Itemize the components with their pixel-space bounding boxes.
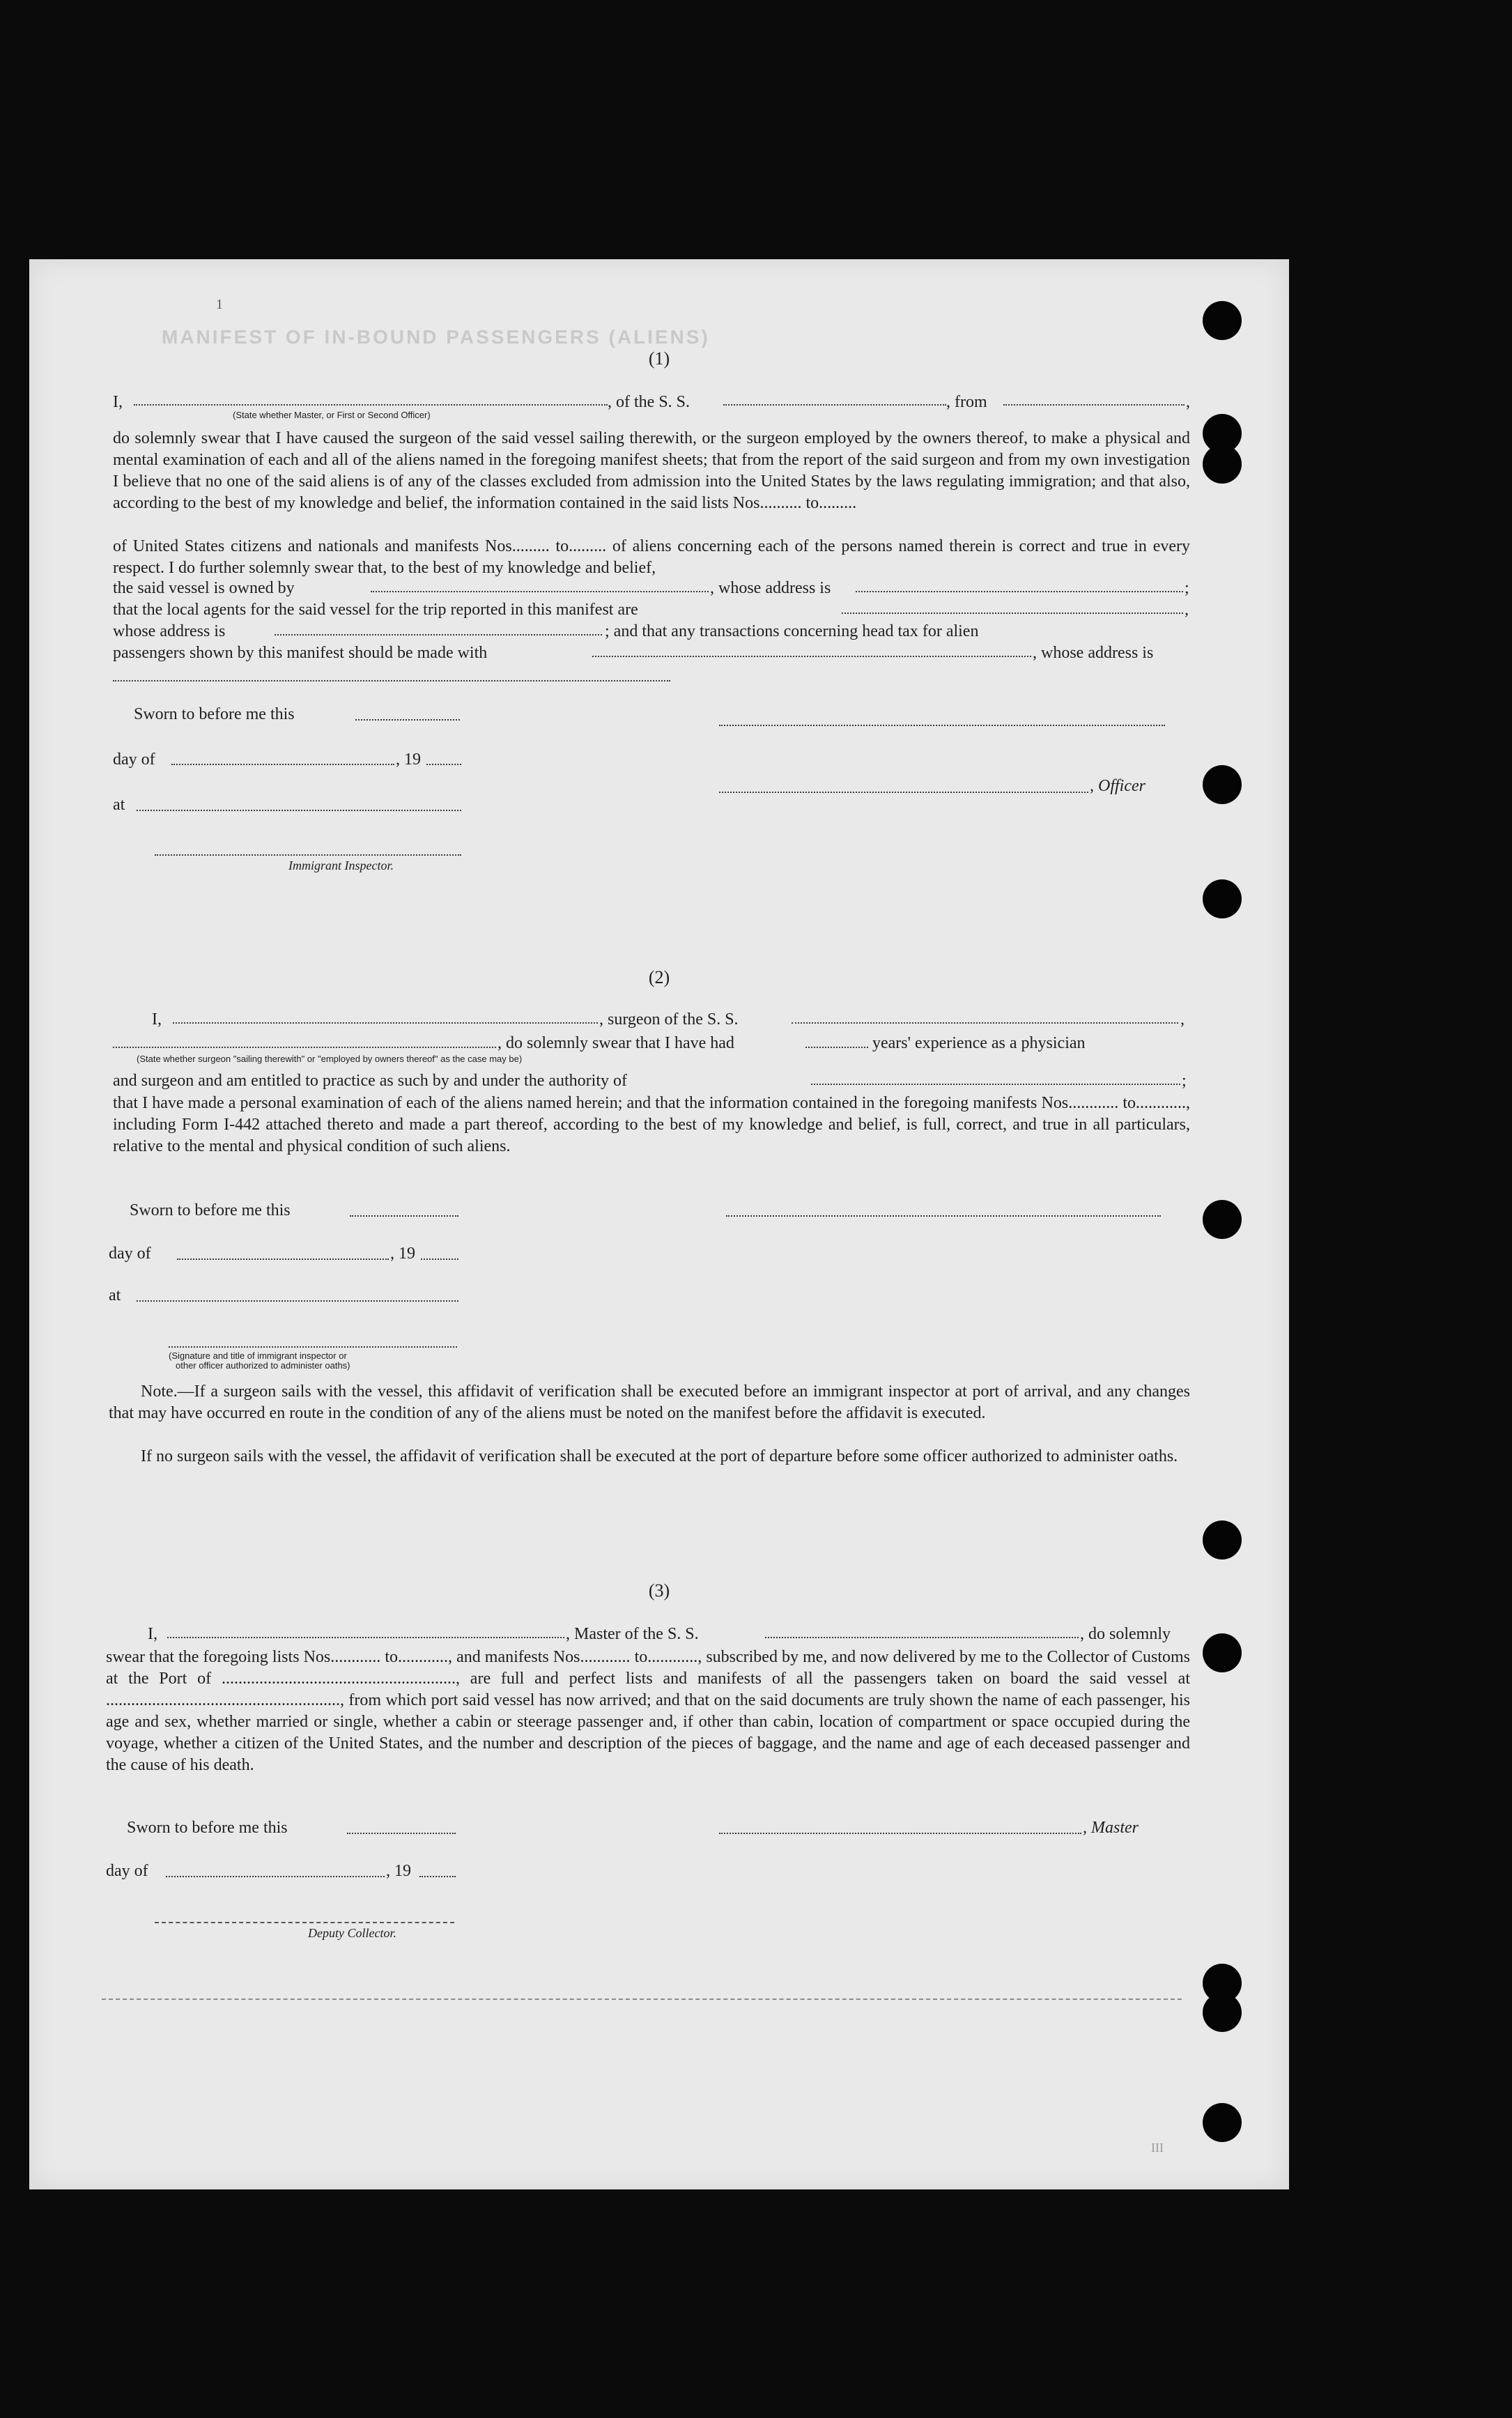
s3-sworn-day-field[interactable]: [347, 1833, 456, 1834]
s1-owned-by-label: the said vessel is owned by: [113, 579, 295, 597]
s2-surgeon-name-field[interactable]: [173, 1022, 598, 1024]
s1-sworn-day-field[interactable]: [355, 719, 460, 721]
s3-sworn-label: Sworn to before me this: [127, 1819, 288, 1837]
s3-master-name-field[interactable]: [167, 1637, 564, 1638]
s2-years-label: years' experience as a physician: [872, 1034, 1086, 1052]
s1-vessel-field[interactable]: [723, 404, 946, 406]
binder-hole-1: [1203, 301, 1242, 340]
s1-head-tax-text: ; and that any transactions concerning head tax for alien: [605, 622, 979, 640]
s1-agent-address-label: whose address is: [113, 622, 226, 640]
s1-owned-end: ;: [1185, 579, 1189, 597]
binder-hole-8: [1203, 1633, 1242, 1672]
s1-inspector-caption: Immigrant Inspector.: [288, 858, 394, 872]
s3-master-signature-field[interactable]: [719, 1833, 1081, 1834]
section-3-number: (3): [648, 1580, 670, 1601]
s1-owner-address-field[interactable]: [856, 591, 1183, 592]
s2-authority-field[interactable]: [811, 1084, 1180, 1085]
s3-master-of-ss-label: , Master of the S. S.: [566, 1625, 699, 1643]
s3-year-field[interactable]: [419, 1876, 456, 1877]
s1-day-of-label: day of: [113, 750, 155, 769]
s3-collector-signature-field[interactable]: [155, 1922, 454, 1923]
s1-officer-signature-top[interactable]: [719, 725, 1165, 726]
s2-sworn-label: Sworn to before me this: [130, 1201, 291, 1219]
s2-swear-label: , do solemnly swear that I have had: [497, 1034, 734, 1052]
s1-month-field[interactable]: [171, 764, 394, 765]
s1-from-label: , from: [946, 393, 987, 411]
s1-of-ss-label: , of the S. S.: [608, 393, 691, 411]
s1-head-tax-agent-field[interactable]: [592, 656, 1031, 657]
s1-oath-paragraph-1: do solemnly swear that I have caused the surgeon of the said vessel sailing therewith, or the surgeon employed by the owners thereof, to make a physical and mental examination of each and all of the aliens named in the foregoing manifest sheets; that from the report of the said surgeon and from my own investigation I believe that no one of the said aliens is of any of the classes excluded from admission into the United States by the laws regulating immigration; and that also, according to the best of my knowledge and belief, the information contained in the said lists Nos.......... to.........: [113, 429, 1190, 512]
corner-mark: 1: [216, 297, 223, 312]
s2-i-label: I,: [152, 1010, 162, 1029]
s1-year-label: , 19: [396, 750, 421, 769]
s3-oath-paragraph: swear that the foregoing lists Nos............ to............, and manifests Nos............ to............, subscribed by me, and now delivered by me to the Collector of Customs at the Port of ........................................................, are full and perfect lists and manifests of all the passengers taken on board the said vessel at ........................................................, from which port said vessel has now arrived; and that on the said documents are truly shown the name of each passenger, his age and sex, whether married or single, whether a cabin or steerage passenger and, if other than cabin, location of compartment or space occupied during the voyage, whether a citizen of the United States, and the number and description of the pieces of baggage, and the name and age of each deceased passenger and the cause of his death.: [106, 1648, 1190, 1774]
s1-agents-field[interactable]: [842, 613, 1183, 614]
s2-authority-label: and surgeon and am entitled to practice as such by and under the authority of: [113, 1072, 627, 1090]
s1-at-label: at: [113, 796, 125, 814]
form-sheet: [29, 259, 1289, 2189]
s1-name-field[interactable]: [134, 404, 608, 406]
s2-vessel-field[interactable]: [792, 1022, 1178, 1024]
s2-year-label: , 19: [390, 1245, 415, 1263]
s3-day-of-label: day of: [106, 1862, 148, 1880]
binder-hole-6: [1203, 1200, 1242, 1239]
s2-surgeon-type-field[interactable]: [113, 1047, 496, 1048]
section-1-number: (1): [648, 348, 670, 369]
s2-surgeon-signature-field[interactable]: [726, 1215, 1161, 1217]
s2-year-field[interactable]: [421, 1258, 458, 1260]
s2-sig-caption-line-2: other officer authorized to administer oaths): [176, 1360, 350, 1371]
section-2-number: (2): [648, 967, 670, 987]
s1-line1-end: ,: [1186, 393, 1190, 411]
s2-surgeon-type-caption: (State whether surgeon "sailing therewith" or "employed by owners thereof" as the case may be): [137, 1054, 523, 1064]
binder-hole-4: [1203, 765, 1242, 804]
s1-agents-label: that the local agents for the said vessel for the trip reported in this manifest are: [113, 601, 638, 619]
s2-day-of-label: day of: [109, 1245, 151, 1263]
s2-note-paragraph-1: Note.—If a surgeon sails with the vessel, this affidavit of verification shall be executed before an immigrant inspector at port of arrival, and any changes that may have occurred en route in the condition of any of the aliens must be noted on the manifest before the affidavit is executed.: [109, 1383, 1190, 1422]
s2-oath-paragraph: that I have made a personal examination of each of the aliens named herein; and that the information contained in the foregoing manifests Nos............ to............, including Form I-442 attached thereto and made a part thereof, according to the best of my knowledge and belief, is full, correct, and true in all particulars, relative to the mental and physical condition of such aliens.: [113, 1094, 1190, 1155]
s1-owner-field[interactable]: [371, 591, 709, 592]
s1-officer-label: , Officer: [1090, 777, 1145, 795]
s2-surgeon-of-ss-label: , surgeon of the S. S.: [599, 1010, 739, 1029]
binder-hole-10: [1203, 1993, 1242, 2032]
s2-sig-caption-line-1: (Signature and title of immigrant inspector or: [169, 1350, 347, 1361]
binder-hole-3: [1203, 445, 1242, 484]
binder-hole-5: [1203, 879, 1242, 918]
s2-sworn-day-field[interactable]: [350, 1215, 458, 1217]
s1-passengers-label: passengers shown by this manifest should be made with: [113, 644, 488, 662]
s3-collector-caption: Deputy Collector.: [308, 1926, 396, 1940]
s2-month-field[interactable]: [177, 1258, 389, 1260]
s1-oath-paragraph-2: of United States citizens and nationals and manifests Nos......... to......... of aliens concerning each of the persons named therein is correct and true in every respect. I do further solemnly swear that, to the best of my knowledge and belief,: [113, 537, 1190, 577]
s2-inspector-signature-field[interactable]: [169, 1346, 457, 1348]
s1-year-field[interactable]: [426, 764, 461, 765]
s2-authority-end: ;: [1182, 1072, 1187, 1090]
s3-i-label: I,: [148, 1625, 157, 1643]
s2-at-field[interactable]: [137, 1300, 458, 1302]
s1-owner-address-label: , whose address is: [710, 579, 831, 597]
s1-agents-end: ,: [1185, 601, 1189, 619]
s1-at-field[interactable]: [137, 810, 461, 811]
s3-line1-end: , do solemnly: [1080, 1625, 1171, 1643]
s3-master-label: , Master: [1083, 1819, 1139, 1837]
s1-from-field[interactable]: [1003, 404, 1185, 406]
bottom-mark: III: [1151, 2141, 1164, 2155]
s1-i-label: I,: [113, 393, 123, 411]
bottom-divider: [102, 1999, 1182, 2000]
s2-line1-end: ,: [1180, 1010, 1185, 1029]
s2-years-field[interactable]: [805, 1047, 868, 1048]
s1-head-tax-address-label: , whose address is: [1033, 644, 1154, 662]
binder-hole-11: [1203, 2103, 1242, 2142]
s1-officer-caption: (State whether Master, or First or Second Officer): [233, 410, 431, 420]
s1-sworn-label: Sworn to before me this: [134, 705, 295, 723]
s3-month-field[interactable]: [166, 1876, 385, 1877]
s1-inspector-signature-field[interactable]: [155, 854, 461, 856]
s1-head-tax-address-field[interactable]: [113, 680, 670, 681]
s2-note-paragraph-2: If no surgeon sails with the vessel, the affidavit of verification shall be executed at the port of departure before some officer authorized to administer oaths.: [141, 1447, 1178, 1465]
bleed-through-heading: MANIFEST OF IN-BOUND PASSENGERS (ALIENS): [162, 326, 710, 348]
s2-at-label: at: [109, 1286, 121, 1304]
s3-year-label: , 19: [386, 1862, 411, 1880]
s3-vessel-field[interactable]: [765, 1637, 1079, 1638]
binder-hole-7: [1203, 1520, 1242, 1560]
s1-agent-address-field[interactable]: [275, 634, 602, 636]
s1-officer-signature-field[interactable]: [719, 792, 1088, 793]
